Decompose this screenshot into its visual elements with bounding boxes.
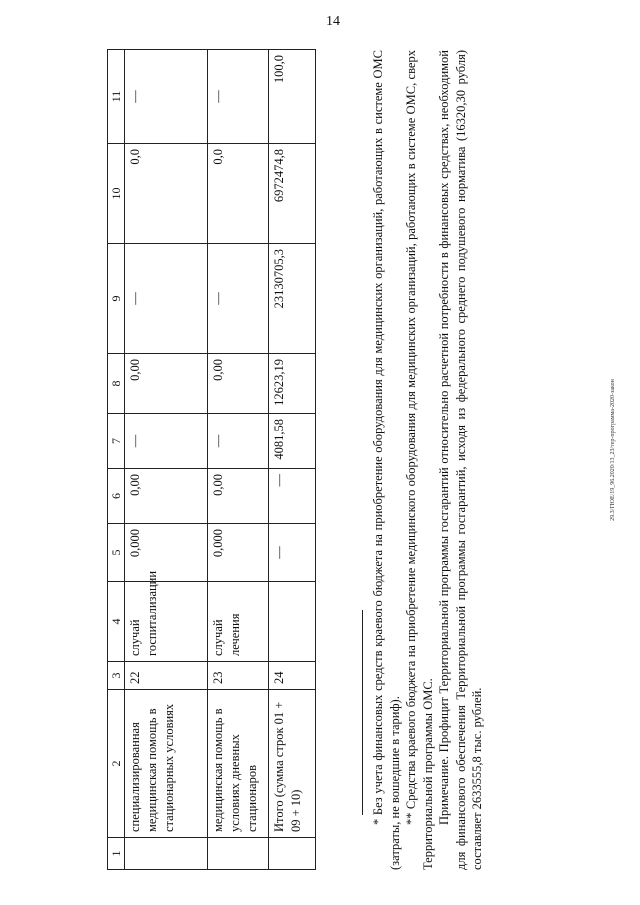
cell-col1 bbox=[208, 838, 269, 870]
header-cell: 7 bbox=[108, 414, 125, 469]
cell-name: Итого (сумма строк 01 + 09 + 10) bbox=[269, 690, 316, 838]
cell-c8: 0,00 bbox=[208, 354, 269, 414]
rotated-content bbox=[70, 50, 600, 870]
cell-c8: 0,00 bbox=[125, 354, 208, 414]
cell-code: 23 bbox=[208, 662, 269, 690]
cell-c5: — bbox=[269, 524, 316, 582]
cell-name: медицинская помощь в условиях дневных стационаров bbox=[208, 690, 269, 838]
header-cell: 10 bbox=[108, 144, 125, 244]
cell-c11: — bbox=[208, 50, 269, 144]
cell-name: специализированная медицинская помощь в стационарных условиях bbox=[125, 690, 208, 838]
cell-c5: 0,000 bbox=[208, 524, 269, 582]
cell-c9: — bbox=[125, 244, 208, 354]
footnotes bbox=[370, 50, 486, 870]
cell-c10: 0,0 bbox=[208, 144, 269, 244]
table-row bbox=[208, 50, 269, 870]
page-number: 14 bbox=[326, 14, 340, 29]
cell-c11: 100,0 bbox=[269, 50, 316, 144]
cell-c7: 4081,58 bbox=[269, 414, 316, 469]
cell-c7: — bbox=[208, 414, 269, 469]
header-cell: 6 bbox=[108, 469, 125, 524]
cell-unit bbox=[269, 582, 316, 662]
cell-code: 24 bbox=[269, 662, 316, 690]
cell-c7: — bbox=[125, 414, 208, 469]
cell-c6: 0,00 bbox=[208, 469, 269, 524]
header-cell: 3 bbox=[108, 662, 125, 690]
header-cell: 5 bbox=[108, 524, 125, 582]
cell-c11: — bbox=[125, 50, 208, 144]
header-cell: 1 bbox=[108, 838, 125, 870]
cell-code: 22 bbox=[125, 662, 208, 690]
cell-c10: 0,0 bbox=[125, 144, 208, 244]
side-note bbox=[608, 35, 618, 865]
header-cell: 2 bbox=[108, 690, 125, 838]
header-cell: 4 bbox=[108, 582, 125, 662]
cell-c5: 0,000 bbox=[125, 524, 208, 582]
table-row bbox=[269, 50, 316, 870]
cell-col1 bbox=[125, 838, 208, 870]
table-row bbox=[125, 50, 208, 870]
footnote-divider bbox=[362, 610, 363, 815]
cell-c6: — bbox=[269, 469, 316, 524]
header-cell: 9 bbox=[108, 244, 125, 354]
cell-unit: случай лечения bbox=[208, 582, 269, 662]
note: Примечание. Профицит Территориальной программы госгарантий относительно расчетной потребности в финансовых средствах, необходимой для финансового обеспечения Территориальной программы госгарантий, исходя из федерального среднего подушевого норматива (16320,30 рубля) составляет 2633555,8 тыс. рублей. bbox=[437, 50, 484, 870]
cell-c9: — bbox=[208, 244, 269, 354]
header-cell: 8 bbox=[108, 354, 125, 414]
cell-c9: 23130705,3 bbox=[269, 244, 316, 354]
cell-c6: 0,00 bbox=[125, 469, 208, 524]
cell-c10: 6972474,8 bbox=[269, 144, 316, 244]
side-note-text: 29.3/ГЮЕ/19_96.2020/13_23/тер-программа-2020-закон bbox=[610, 379, 616, 521]
cell-unit: случай госпитализации bbox=[125, 582, 208, 662]
data-table bbox=[107, 49, 316, 870]
cell-c8: 12623,19 bbox=[269, 354, 316, 414]
footnote-2: ** Средства краевого бюджета на приобретение медицинского оборудования для медицинских организаций, работающих в системе ОМС, сверх Территориальной программы ОМС. bbox=[404, 50, 435, 870]
cell-col1 bbox=[269, 838, 316, 870]
header-cell: 11 bbox=[108, 50, 125, 144]
footnote-1: * Без учета финансовых средств краевого бюджета на приобретение оборудования для медицинских организаций, работающих в системе ОМС (затраты, не вошедшие в тариф). bbox=[371, 50, 402, 870]
table-header-row bbox=[108, 50, 125, 870]
